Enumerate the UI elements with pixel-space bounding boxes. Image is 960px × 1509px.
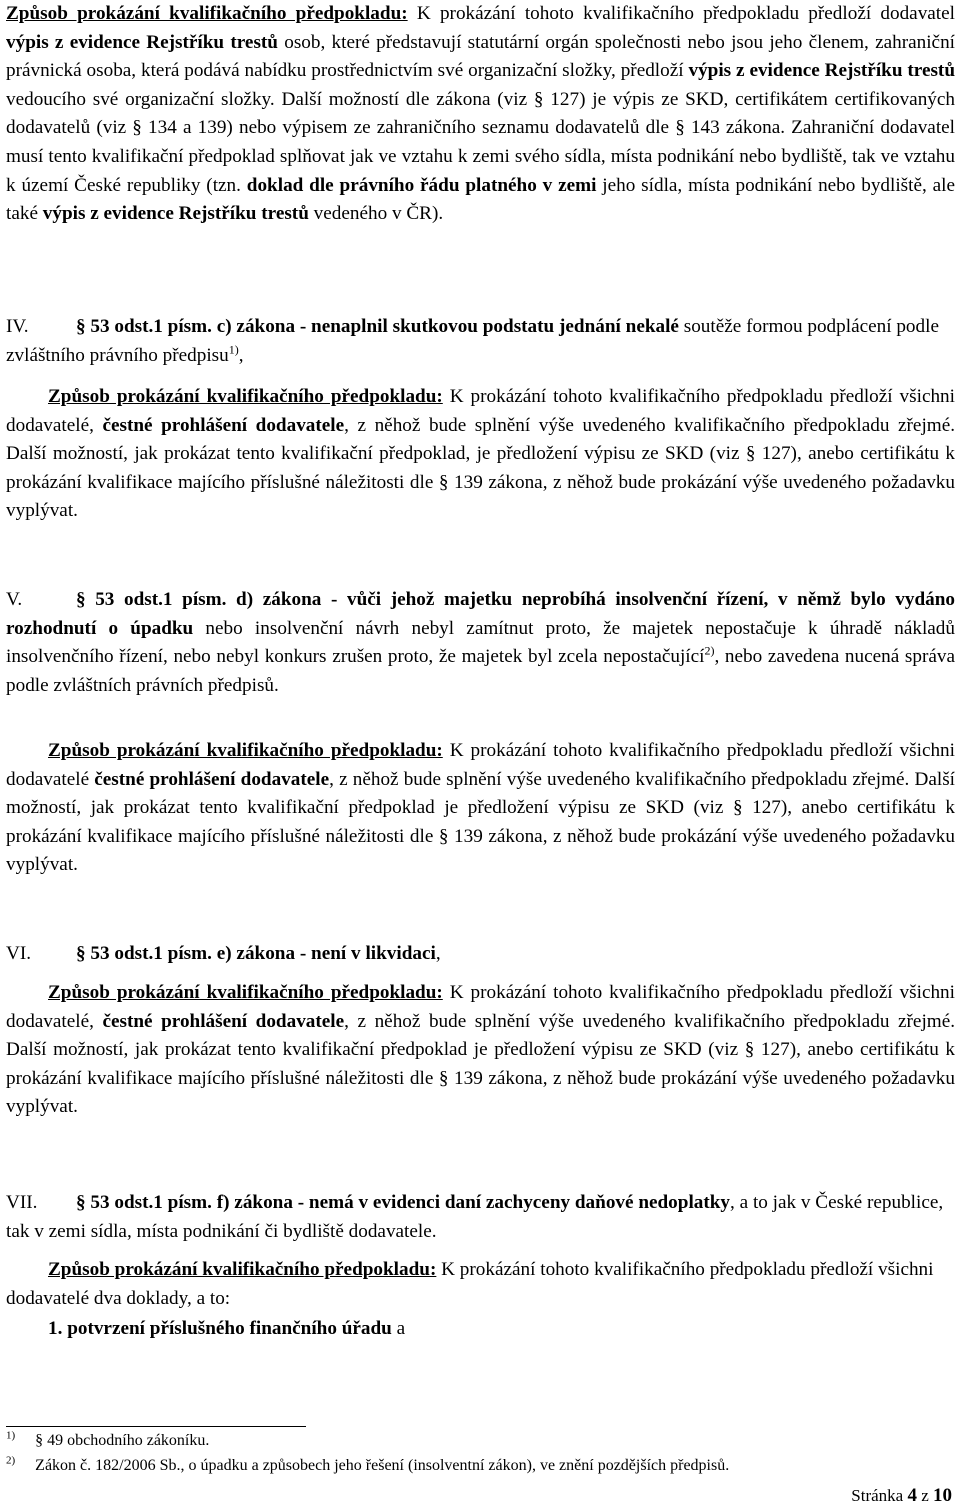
section-iv-proof: Způsob prokázání kvalifikačního předpokladu: K prokázání tohoto kvalifikačního předpokladu předloží všichni dodavatelé, čestné prohlášení dodavatele, z něhož bude splnění výše uvedeného kvalifikačního předpokladu zřejmé. Další možností, jak prokázat tento kvalifikační předpoklad, je předložení výpisu ze SKD (viz § 127), anebo certifikátu k prokázání kvalifikace majícího příslušné náležitosti dle § 139 zákona, z něhož bude prokázání výše uvedeného požadavku vyplývat. xyxy=(6,386,956,522)
page-number: Stránka 4 z 10 xyxy=(851,1485,952,1506)
section-v-heading: V. § 53 odst.1 písm. d) zákona - vůči jehož majetku neprobíhá insolvenční řízení, v němž bylo vydáno rozhodnutí o úpadku nebo insolvenční návrh nebyl zamítnut proto, že majetek nepostačuje k úhradě nákladů insolvenčního řízení, nebo nebyl konkurs zrušen proto, že majetek byl zcela nepostačující$^{2)}$, nebo zavedena nucená správa podle zvláštních právních předpisů. xyxy=(6,589,955,696)
proof-heading: Způsob prokázání kvalifikačního předpokladu: xyxy=(48,982,443,1003)
proof-heading: Způsob prokázání kvalifikačního předpokladu: xyxy=(48,1259,437,1280)
proof-heading: Způsob prokázání kvalifikačního předpokladu: xyxy=(48,386,443,407)
section-vi-heading: VI. § 53 odst.1 písm. e) zákona - není v likvidaci, xyxy=(6,943,441,964)
paragraph-criminal-record: Způsob prokázání kvalifikačního předpokladu: K prokázání tohoto kvalifikačního předpokladu předloží dodavatel výpis z evidence Rejstříku trestů osob, které představují statutární orgán společnosti nebo jsou jeho členem, zahraniční právnická osoba, která podává nabídku prostřednictvím své organizační složky, předloží výpis z evidence Rejstříku trestů vedoucího své organizační složky. Další možností dle zákona (viz § 127) je výpis ze SKD, certifikátem certifikovaných dodavatelů (viz § 134 a 139) nebo výpisem ze zahraničního seznamu dodavatelů dle § 143 zákona. Zahraniční dodavatel musí tento kvalifikační předpoklad splňovat jak ve vztahu k zemi svého sídla, místa podnikání nebo bydliště, tak ve vztahu k území České republiky (tzn. doklad dle právního řádu platného v zemi jeho sídla, místa podnikání nebo bydliště, ale také výpis z evidence Rejstříku trestů vedeného v ČR). xyxy=(6,3,955,225)
proof-heading: Způsob prokázání kvalifikačního předpokladu: xyxy=(48,740,443,761)
section-v-proof: Způsob prokázání kvalifikačního předpokladu: K prokázání tohoto kvalifikačního předpokladu předloží všichni dodavatelé čestné prohlášení dodavatele, z něhož bude splnění výše uvedeného kvalifikačního předpokladu zřejmé. Další možností, jak prokázat tento kvalifikační předpoklad je předložení výpisu ze SKD (viz § 127), anebo certifikátu k prokázání kvalifikace majícího příslušné náležitosti dle § 139 zákona, z něhož bude prokázání výše uvedeného požadavku vyplývat. xyxy=(6,740,955,876)
footnote-2: $^{2)}$ Zákon č. 182/2006 Sb., o úpadku a způsobech jeho řešení (insolventní zákon), ve znění pozdějších předpisů. xyxy=(6,1454,730,1474)
section-vii-item-1: 1. potvrzení příslušného finančního úřadu a xyxy=(48,1318,406,1339)
section-vi-proof: Způsob prokázání kvalifikačního předpokladu: K prokázání tohoto kvalifikačního předpokladu předloží všichni dodavatelé, čestné prohlášení dodavatele, z něhož bude splnění výše uvedeného kvalifikačního předpokladu zřejmé. Další možností, jak prokázat tento kvalifikační předpoklad je předložení výpisu ze SKD (viz § 127), anebo certifikátu k prokázání kvalifikace majícího příslušné náležitosti dle § 139 zákona, z něhož bude prokázání výše uvedeného požadavku vyplývat. xyxy=(6,982,956,1118)
proof-heading: Způsob prokázání kvalifikačního předpokladu: xyxy=(6,3,408,24)
section-vii-proof: Způsob prokázání kvalifikačního předpokladu: K prokázání tohoto kvalifikačního předpokladu předloží všichni dodavatelé dva doklady, a to: xyxy=(6,1259,934,1309)
footnote-separator xyxy=(6,1426,306,1427)
footnote-1: $^{1)}$ § 49 obchodního zákoníku. xyxy=(6,1429,210,1449)
section-iv-heading: IV. § 53 odst.1 písm. c) zákona - nenaplnil skutkovou podstatu jednání nekalé soutěže formou podplácení podle zvláštního právního předpisu$^{1)}$, xyxy=(6,316,939,366)
section-vii-heading: VII. § 53 odst.1 písm. f) zákona - nemá v evidenci daní zachyceny daňové nedoplatky, a to jak v České republice, tak v zemi sídla, místa podnikání či bydliště dodavatele. xyxy=(6,1192,944,1242)
